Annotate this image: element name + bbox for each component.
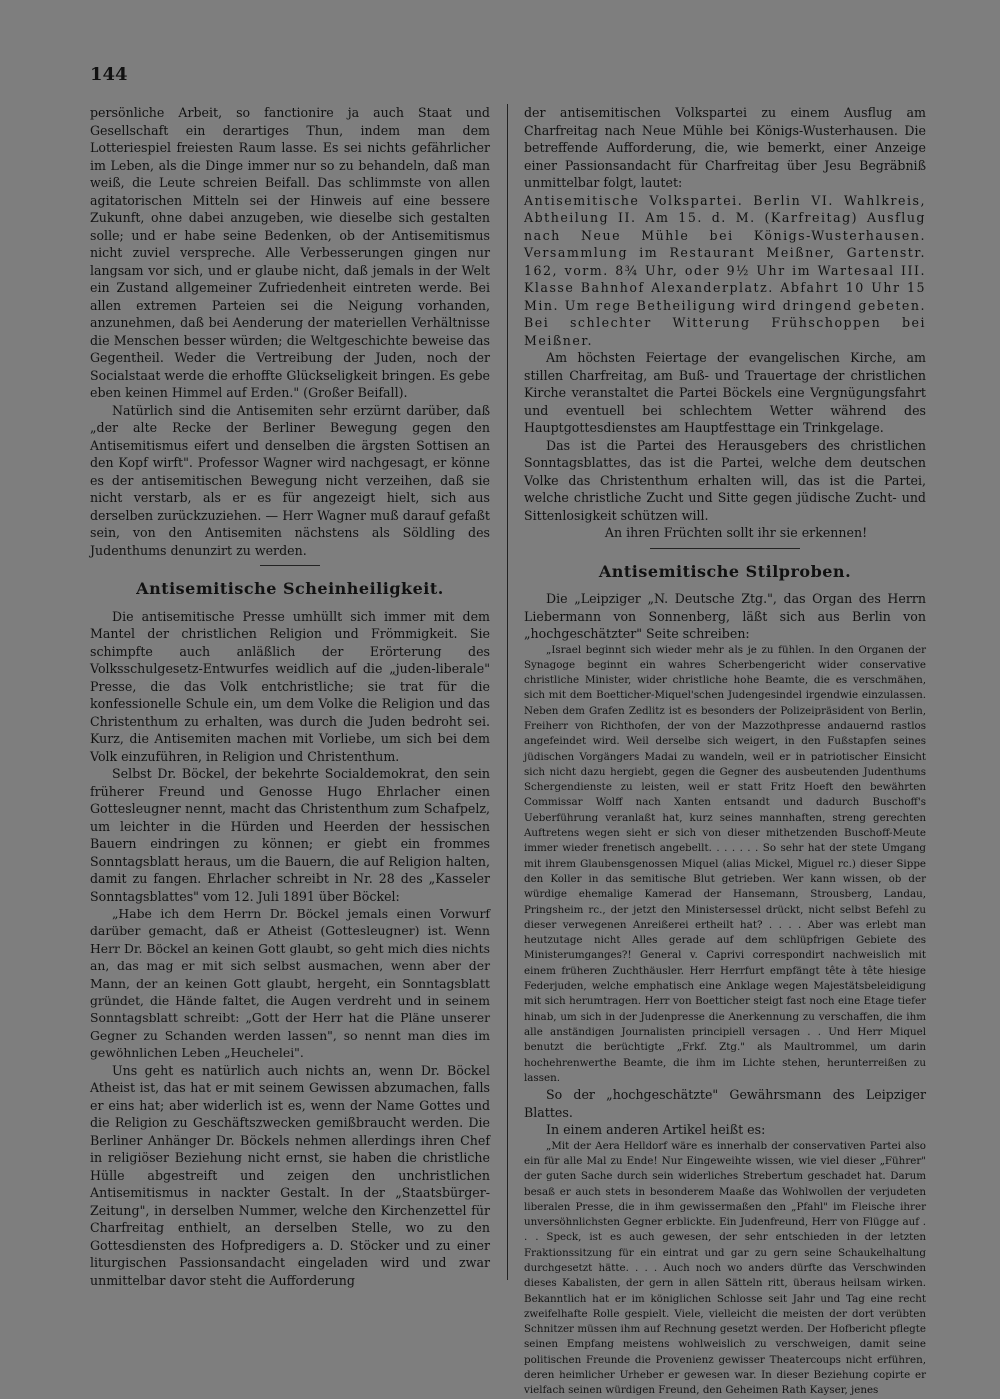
section-title: Antisemitische Scheinheiligkeit.	[136, 579, 444, 598]
page-number: 144	[90, 64, 128, 85]
column-rule	[507, 104, 508, 1280]
paragraph: persönliche Arbeit, so fanctionire ja auch Staat und Gesellschaft ein derartiges Thun, indem man dem Lotteriespiel freiesten Raum lasse. Es sei nichts gefährlicher im Leben, als die Dinge immer nur so zu behandeln, daß man weiß, die Leute schreien Beifall. Das schlimmste von allen agitatorischen Mitteln sei der Hinweis auf eine bessere Zukunft, ohne dabei anzugeben, wie dieselbe sich gestalten solle; und er habe seine Bedenken, ob der Antisemitismus nicht zuviel verspreche. Alle Verbesserungen gingen nur langsam vor sich, und er glaube nicht, daß jemals in der Welt ein Zustand allgemeiner Zufriedenheit eintreten werde. Bei allen extremen Parteien sei die Neigung vorhanden, anzunehmen, daß bei Aenderung der materiellen Verhältnisse die Menschen besser würden; die Weltgeschichte beweise das Gegentheil. Weder die Vertreibung der Juden, noch der Socialstaat werde die erhoffte Glückseligkeit bringen. Es gebe eben keinen Himmel auf Erden." (Großer Beifall).	[90, 105, 491, 400]
left-column	[90, 104, 490, 1289]
notice-text: Antisemitische Volkspartei. Berlin VI. Wahlkreis, Abtheilung II. Am 15. d. M. (Karfreitag) Ausflug nach Neue Mühle bei Königs-Wusterhausen. Versammlung im Restaurant Meißner, Gartenstr. 162, vorm. 8¾ Uhr, oder 9½ Uhr im Wartesaal III. Klasse Bahnhof Alexanderplatz. Abfahrt 10 Uhr 15 Min. Um rege Betheiligung wird dringend gebeten. Bei schlechter Witterung Frühschoppen bei Meißner.	[524, 192, 926, 348]
paragraph: Die antisemitische Presse umhüllt sich immer mit dem Mantel der christlichen Religion und Frömmigkeit. Sie schimpfte auch anläßlich der Erörterung des Volksschulgesetz-Entwurfes weidlich auf die „juden-liberale" Presse, die das Volk entchristliche; sie trat für die konfessionelle Schule ein, um dem Volke die Religion und das Christenthum zu erhalten, was durch die Juden bedroht sei. Kurz, die Antisemiten machen mit Vorliebe, um sich bei dem Volk einzuführen, in Religion und Christenthum.	[90, 608, 490, 764]
paragraph: Selbst Dr. Böckel, der bekehrte Socialdemokrat, den sein früherer Freund und Genosse Hugo Ehrlacher einen Gottesleugner nennt, macht das Christenthum zum Schafpelz, um leichter in die Hürden und Heerden der hessischen Bauern eindringen zu können; er giebt ein frommes Sonntagsblatt heraus, um die Bauern, die auf Religion halten, damit zu fangen. Ehrlacher schreibt in Nr. 28 des „Kasseler Sonntagsblattes" vom 12. Juli 1891 über Böckel:	[90, 766, 490, 904]
divider	[260, 565, 320, 566]
paragraph: So der „hochgeschätzte" Gewährsmann des Leipziger Blattes.	[524, 1087, 926, 1120]
block-quote: „Habe ich dem Herrn Dr. Böckel jemals einen Vorwurf darüber gemacht, daß er Atheist (Gottesleugner) ist. Wenn Herr Dr. Böckel an keinen Gott glaubt, so geht mich dies nichts an, das mag er mit sich selbst ausmachen, wenn aber der Mann, der an keinen Gott glaubt, hergeht, ein Sonntagsblatt gründet, die Hände faltet, die Augen verdreht und in seinem Sonntagsblatt schreibt: „Gott der Herr hat die Pläne unserer Gegner zu Schanden werden lassen", so nennt man dies im gewöhnlichen Leben „Heuchelei".	[90, 906, 490, 1061]
paragraph: der antisemitischen Volkspartei zu einem Ausflug am Charfreitag nach Neue Mühle bei Königs-Wusterhausen. Die betreffende Aufforderung, die, wie bemerkt, einer Anzeige einer Passionsandacht für Charfreitag über Jesu Begräbniß unmittelbar folgt, lautet:	[524, 105, 926, 190]
paragraph: Am höchsten Feiertage der evangelischen Kirche, am stillen Charfreitag, am Buß- und Trauertage der christlichen Kirche veranstaltet die Partei Böckels eine Vergnügungsfahrt und eventuell bei schlechtem Wetter während des Hauptgottesdienstes am Hauptfesttage ein Trinkgelage.	[524, 350, 926, 435]
paragraph: Die „Leipziger „N. Deutsche Ztg.", das Organ des Herrn Liebermann von Sonnenberg, läßt sich aus Berlin von „hochgeschätzter" Seite schreiben:	[524, 591, 926, 641]
paragraph: Natürlich sind die Antisemiten sehr erzürnt darüber, daß „der alte Recke der Berliner Bewegung gegen den Antisemitismus eifert und denselben die ärgsten Sottisen an den Kopf wirft". Professor Wagner wird nachgesagt, er könne es der antisemitischen Bewegung nicht verzeihen, daß sie nicht verstarb, als er es für angezeigt hielt, sich aus derselben zurückzuziehen. — Herr Wagner muß darauf gefaßt sein, von den Antisemiten nächstens als Söldling des Judenthums denunzirt zu werden.	[90, 402, 490, 558]
paragraph: In einem anderen Artikel heißt es:	[546, 1122, 766, 1138]
section-title: Antisemitische Stilproben.	[598, 561, 852, 581]
block-quote: „Israel beginnt sich wieder mehr als je zu fühlen. In den Organen der Synagoge beginnt ein wahres Scherbengericht wider conservative christliche Minister, wider christliche hohe Beamte, die es verschmähen, sich mit dem Boetticher-Miquel'schen Judengesindel irgendwie einzulassen. Neben dem Grafen Zedlitz ist es besonders der Polizeipräsident von Berlin, Freiherr von Richthofen, der von der Mazzothpresse andauernd rastlos angefeindet wird. Weil derselbe sich weigert, in den Fußstapfen seines jüdischen Vorgängers Madai zu wandeln, weil er in patriotischer Einsicht sich nicht dazu hergiebt, gegen die Gegner des ausbeutenden Judenthums Schergendienste zu leisten, weil er statt Fritz Hoeft den bewährten Commissar Wolff nach Xanten entsandt und dadurch Buschoff's Ueberführung veranlaßt hat, kurz seines mannhaften, streng gerechten Auftretens wegen sieht er sich von dieser mithetzenden Buschoff-Meute immer wieder frenetisch angebellt. . . . . . . So sehr hat der stete Umgang mit ihrem Glaubensgenossen Miquel (alias Mickel, Miguel rc.) dieser Sippe den Koller in das semitische Blut getrieben. Wer kann wissen, ob der würdige ehemalige Kamerad der Hansemann, Strousberg, Landau, Pringsheim rc., der jetzt den Ministersessel drückt, nicht selbst Befehl zu dieser verwegenen Anreißerei ertheilt hat? . . . . Aber was erlebt man heutzutage nicht Alles gerade auf dem schlüpfrigen Gebiete des Ministerumganges?! General v. Caprivi correspondirt nachweislich mit einem früheren Zuchthäusler. Herr Herrfurt empfängt tête à tête hiesige Federjuden, welche emphatisch eine Anklage wegen Majestätsbeleidigung mit sich herumtragen. Herr von Boetticher steigt fast noch eine Etage tiefer hinab, um sich in der Judenpresse die Anerkennung zu verschaffen, die ihm alle anständigen Journalisten principiell versagen . . Und Herr Miquel benutzt die berüchtigte „Frkf. Ztg." als Maultrommel, um darin hochehrenwerthe Beamte, die ihm im Lichte stehen, herunterreißen zu lassen.	[524, 643, 926, 1084]
block-quote: „Mit der Aera Helldorf wäre es innerhalb der conservativen Partei also ein für alle Mal zu Ende! Nur Eingeweihte wissen, wie viel dieser „Führer" der guten Sache durch sein widerliches Strebertum geschadet hat. Darum besaß er auch stets in besonderem Maaße das Wohlwollen der verjudeten liberalen Presse, die in ihm gewissermaßen den „Pfahl" im Fleische ihrer unversöhnlichsten Gegner erblickte. Ein Judenfreund, Herr von Flügge auf . . . Speck, ist es auch gewesen, der sehr entschieden in der letzten Fraktionssitzung für ein eintrat und gar zu gern seine Schaukelhaltung durchgesetzt hätte. . . . Auch noch wo anders dürfte das Verschwinden dieses Kabalisten, der gern in allen Sätteln ritt, überaus heilsam wirken. Bekanntlich hat er im königlichen Schlosse seit Jahr und Tag eine recht zweifelhafte Rolle gespielt. Viele, vielleicht die meisten der dort verübten Schnitzer müssen ihm auf Rechnung gesetzt werden. Der Hofbericht pflegte seinen Empfang meistens wohlweislich zu verschweigen, damit seine politischen Freunde die Provenienz gewisser Theatercoups nicht erführen, deren heimlicher Urheber er gewesen war. In dieser Beziehung copirte er vielfach seinen würdigen Freund, den Geheimen Rath Kayser, jenes	[524, 1139, 926, 1397]
right-column	[524, 104, 926, 1399]
closing-line: An ihren Früchten sollt ihr sie erkennen!	[604, 525, 868, 540]
divider	[650, 548, 800, 549]
paragraph: Uns geht es natürlich auch nichts an, wenn Dr. Böckel Atheist ist, das hat er mit seinem Gewissen abzumachen, falls er eins hat; aber widerlich ist es, wenn der Name Gottes und die Religion zu Geschäftszwecken gemißbraucht werden. Die Berliner Anhänger Dr. Böckels nehmen allerdings ihren Chef in religiöser Beziehung nicht ernst, sie haben die christliche Hülle abgestreift und zeigen den unchristlichen Antisemitismus in nackter Gestalt. In der „Staatsbürger-Zeitung", in derselben Nummer, welche den Kirchenzettel für Charfreitag enthielt, an derselben Stelle, wo zu den Gottesdiensten des Hofpredigers a. D. Stöcker und zu einer liturgischen Passionsandacht eingeladen wird und zwar unmittelbar davor steht die Aufforderung	[90, 1062, 490, 1288]
paragraph: Das ist die Partei des Herausgebers des christlichen Sonntagsblattes, das ist die Partei, welche dem deutschen Volke das Christenthum erhalten will, das ist die Partei, welche christliche Zucht und Sitte gegen jüdische Zucht- und Sittenlosigkeit schützen will.	[524, 437, 926, 523]
